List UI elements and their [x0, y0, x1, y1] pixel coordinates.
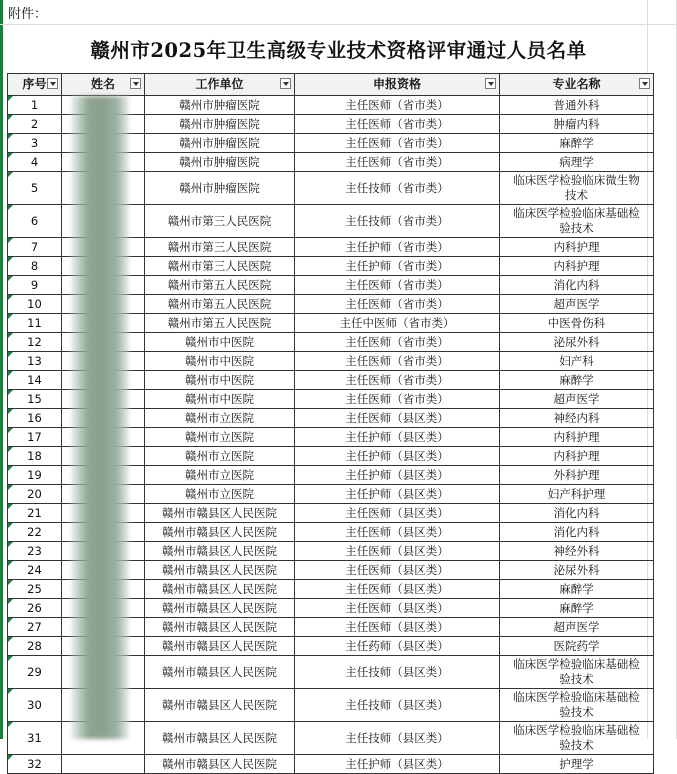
specialty-line: 验技术: [559, 221, 594, 235]
cell-specialty[interactable]: 超声医学: [500, 618, 654, 637]
specialty-line: 验技术: [559, 738, 594, 752]
cell-unit[interactable]: 赣州市中医院: [145, 371, 295, 390]
cell-specialty[interactable]: 护理学: [500, 755, 654, 774]
cell-specialty[interactable]: 普通外科: [500, 96, 654, 115]
column-header-specialty[interactable]: 专业名称: [500, 74, 654, 96]
cell-qualification[interactable]: 主任中医师（省市类）: [295, 314, 500, 333]
cell-index[interactable]: 11: [8, 314, 62, 333]
cell-specialty[interactable]: 病理学: [500, 153, 654, 172]
cell-index[interactable]: 3: [8, 134, 62, 153]
specialty-line: 技术: [565, 188, 588, 202]
cell-unit[interactable]: 赣州市第五人民医院: [145, 276, 295, 295]
cell-index[interactable]: 5: [8, 172, 62, 205]
cell-unit[interactable]: 赣州市赣县区人民医院: [145, 689, 295, 722]
cell-specialty[interactable]: 麻醉学: [500, 580, 654, 599]
cell-index[interactable]: 31: [8, 722, 62, 755]
cell-index[interactable]: 21: [8, 504, 62, 523]
cell-qualification[interactable]: 主任医师（县区类）: [295, 618, 500, 637]
cell-unit[interactable]: 赣州市第五人民医院: [145, 314, 295, 333]
cell-unit[interactable]: 赣州市立医院: [145, 447, 295, 466]
cell-unit[interactable]: 赣州市第三人民医院: [145, 205, 295, 238]
cell-name[interactable]: [62, 755, 145, 774]
filter-dropdown-icon[interactable]: [639, 78, 650, 89]
cell-qualification[interactable]: 主任医师（省市类）: [295, 153, 500, 172]
cell-unit[interactable]: 赣州市中医院: [145, 390, 295, 409]
cell-unit[interactable]: 赣州市肿瘤医院: [145, 134, 295, 153]
cell-specialty[interactable]: [500, 205, 654, 238]
attachment-label: 附件：: [8, 7, 48, 22]
cell-index[interactable]: 27: [8, 618, 62, 637]
cell-index[interactable]: 32: [8, 755, 62, 774]
cell-index[interactable]: 14: [8, 371, 62, 390]
cell-specialty[interactable]: 医院药学: [500, 637, 654, 656]
cell-unit[interactable]: 赣州市赣县区人民医院: [145, 722, 295, 755]
cell-specialty[interactable]: 超声医学: [500, 390, 654, 409]
cell-qualification[interactable]: 主任护师（省市类）: [295, 257, 500, 276]
cell-index[interactable]: 10: [8, 295, 62, 314]
cell-qualification[interactable]: 主任医师（省市类）: [295, 96, 500, 115]
filter-dropdown-icon[interactable]: [485, 78, 496, 89]
cell-qualification[interactable]: 主任医师（县区类）: [295, 599, 500, 618]
cell-unit[interactable]: 赣州市肿瘤医院: [145, 172, 295, 205]
cell-index[interactable]: 17: [8, 428, 62, 447]
cell-qualification[interactable]: 主任药师（县区类）: [295, 637, 500, 656]
cell-index[interactable]: 24: [8, 561, 62, 580]
cell-qualification[interactable]: 主任护师（县区类）: [295, 485, 500, 504]
cell-qualification[interactable]: 主任医师（省市类）: [295, 115, 500, 134]
cell-specialty[interactable]: [500, 172, 654, 205]
specialty-line: 验技术: [559, 672, 594, 686]
column-header-unit[interactable]: 工作单位: [145, 74, 295, 96]
column-header-qualification[interactable]: 申报资格: [295, 74, 500, 96]
cell-unit[interactable]: 赣州市肿瘤医院: [145, 115, 295, 134]
cell-qualification[interactable]: 主任医师（县区类）: [295, 409, 500, 428]
cell-qualification[interactable]: 主任医师（县区类）: [295, 523, 500, 542]
specialty-line: 临床医学检验临床基础检: [513, 206, 640, 220]
cell-specialty[interactable]: 麻醉学: [500, 134, 654, 153]
filter-dropdown-icon[interactable]: [130, 78, 141, 89]
cell-index[interactable]: 12: [8, 333, 62, 352]
cell-specialty[interactable]: 麻醉学: [500, 371, 654, 390]
cell-unit[interactable]: 赣州市第五人民医院: [145, 295, 295, 314]
cell-specialty[interactable]: 神经外科: [500, 542, 654, 561]
cell-unit[interactable]: 赣州市第三人民医院: [145, 257, 295, 276]
cell-unit[interactable]: 赣州市肿瘤医院: [145, 96, 295, 115]
cell-index[interactable]: 7: [8, 238, 62, 257]
cell-unit[interactable]: 赣州市赣县区人民医院: [145, 504, 295, 523]
cell-index[interactable]: 26: [8, 599, 62, 618]
cell-index[interactable]: 13: [8, 352, 62, 371]
cell-unit[interactable]: 赣州市立医院: [145, 409, 295, 428]
cell-specialty[interactable]: 消化内科: [500, 504, 654, 523]
cell-unit[interactable]: 赣州市赣县区人民医院: [145, 523, 295, 542]
cell-index[interactable]: 28: [8, 637, 62, 656]
cell-specialty[interactable]: 内科护理: [500, 428, 654, 447]
cell-qualification[interactable]: 主任医师（省市类）: [295, 371, 500, 390]
cell-index[interactable]: 4: [8, 153, 62, 172]
cell-qualification[interactable]: 主任医师（省市类）: [295, 134, 500, 153]
cell-index[interactable]: 25: [8, 580, 62, 599]
cell-unit[interactable]: 赣州市赣县区人民医院: [145, 599, 295, 618]
cell-qualification[interactable]: 主任技师（县区类）: [295, 722, 500, 755]
cell-specialty[interactable]: 内科护理: [500, 238, 654, 257]
cell-unit[interactable]: 赣州市立医院: [145, 466, 295, 485]
table-row: [8, 755, 654, 774]
cell-index[interactable]: 1: [8, 96, 62, 115]
cell-specialty[interactable]: 神经内科: [500, 409, 654, 428]
cell-specialty[interactable]: 超声医学: [500, 295, 654, 314]
cell-index[interactable]: 6: [8, 205, 62, 238]
cell-index[interactable]: 22: [8, 523, 62, 542]
cell-qualification[interactable]: 主任技师（省市类）: [295, 172, 500, 205]
cell-qualification[interactable]: 主任医师（省市类）: [295, 295, 500, 314]
specialty-line: 临床医学检验临床微生物: [513, 173, 640, 187]
cell-qualification[interactable]: 主任护师（县区类）: [295, 755, 500, 774]
specialty-line: 临床医学检验临床基础检: [513, 657, 640, 671]
cell-unit[interactable]: 赣州市立医院: [145, 428, 295, 447]
cell-qualification[interactable]: 主任医师（省市类）: [295, 390, 500, 409]
column-header-name[interactable]: 姓名: [62, 74, 145, 96]
cell-qualification[interactable]: 主任技师（省市类）: [295, 205, 500, 238]
cell-specialty[interactable]: 妇产科: [500, 352, 654, 371]
cell-specialty[interactable]: [500, 722, 654, 755]
cell-specialty[interactable]: 泌尿外科: [500, 561, 654, 580]
cell-specialty[interactable]: 中医骨伤科: [500, 314, 654, 333]
header-row: [8, 74, 654, 96]
redacted-names-blur: [71, 96, 129, 739]
cell-specialty[interactable]: 妇产科护理: [500, 485, 654, 504]
cell-qualification[interactable]: 主任医师（省市类）: [295, 352, 500, 371]
cell-qualification[interactable]: 主任医师（县区类）: [295, 542, 500, 561]
cell-qualification[interactable]: 主任医师（省市类）: [295, 276, 500, 295]
cell-qualification[interactable]: 主任技师（县区类）: [295, 689, 500, 722]
cell-specialty[interactable]: 消化内科: [500, 276, 654, 295]
cell-index[interactable]: 9: [8, 276, 62, 295]
cell-unit[interactable]: 赣州市赣县区人民医院: [145, 618, 295, 637]
document-title: 赣州市2025年卫生高级专业技术资格评审通过人员名单: [90, 39, 587, 62]
cell-index[interactable]: 15: [8, 390, 62, 409]
cell-index[interactable]: 19: [8, 466, 62, 485]
cell-specialty[interactable]: 肿瘤内科: [500, 115, 654, 134]
cell-qualification[interactable]: 主任医师（县区类）: [295, 504, 500, 523]
cell-index[interactable]: 23: [8, 542, 62, 561]
column-header-index[interactable]: 序号: [8, 74, 62, 96]
cell-unit[interactable]: 赣州市赣县区人民医院: [145, 542, 295, 561]
cell-unit[interactable]: 赣州市赣县区人民医院: [145, 580, 295, 599]
specialty-line: 验技术: [559, 705, 594, 719]
cell-specialty[interactable]: 消化内科: [500, 523, 654, 542]
cell-qualification[interactable]: 主任护师（县区类）: [295, 447, 500, 466]
cell-unit[interactable]: 赣州市中医院: [145, 352, 295, 371]
cell-specialty[interactable]: 泌尿外科: [500, 333, 654, 352]
cell-qualification[interactable]: 主任护师（县区类）: [295, 428, 500, 447]
cell-unit[interactable]: 赣州市赣县区人民医院: [145, 755, 295, 774]
cell-index[interactable]: 16: [8, 409, 62, 428]
cell-qualification[interactable]: 主任技师（县区类）: [295, 656, 500, 689]
cell-index[interactable]: 2: [8, 115, 62, 134]
cell-unit[interactable]: 赣州市肿瘤医院: [145, 153, 295, 172]
cell-unit[interactable]: 赣州市第三人民医院: [145, 238, 295, 257]
cell-unit[interactable]: 赣州市赣县区人民医院: [145, 656, 295, 689]
specialty-line: 临床医学检验临床基础检: [513, 723, 640, 737]
cell-index[interactable]: 18: [8, 447, 62, 466]
cell-unit[interactable]: 赣州市赣县区人民医院: [145, 637, 295, 656]
cell-index[interactable]: 20: [8, 485, 62, 504]
cell-qualification[interactable]: 主任医师（省市类）: [295, 333, 500, 352]
cell-specialty[interactable]: [500, 689, 654, 722]
cell-unit[interactable]: 赣州市立医院: [145, 485, 295, 504]
cell-unit[interactable]: 赣州市中医院: [145, 333, 295, 352]
cell-specialty[interactable]: 外科护理: [500, 466, 654, 485]
sheet-left-edge: [0, 0, 3, 739]
specialty-line: 临床医学检验临床基础检: [513, 690, 640, 704]
filter-dropdown-icon[interactable]: [47, 78, 58, 89]
cell-unit[interactable]: 赣州市赣县区人民医院: [145, 561, 295, 580]
cell-specialty[interactable]: 内科护理: [500, 257, 654, 276]
cell-specialty[interactable]: 内科护理: [500, 447, 654, 466]
cell-specialty[interactable]: 麻醉学: [500, 599, 654, 618]
cell-qualification[interactable]: 主任医师（县区类）: [295, 580, 500, 599]
filter-dropdown-icon[interactable]: [280, 78, 291, 89]
cell-qualification[interactable]: 主任护师（省市类）: [295, 238, 500, 257]
cell-index[interactable]: 30: [8, 689, 62, 722]
cell-specialty[interactable]: [500, 656, 654, 689]
cell-qualification[interactable]: 主任护师（县区类）: [295, 466, 500, 485]
cell-qualification[interactable]: 主任医师（县区类）: [295, 561, 500, 580]
cell-index[interactable]: 8: [8, 257, 62, 276]
cell-index[interactable]: 29: [8, 656, 62, 689]
